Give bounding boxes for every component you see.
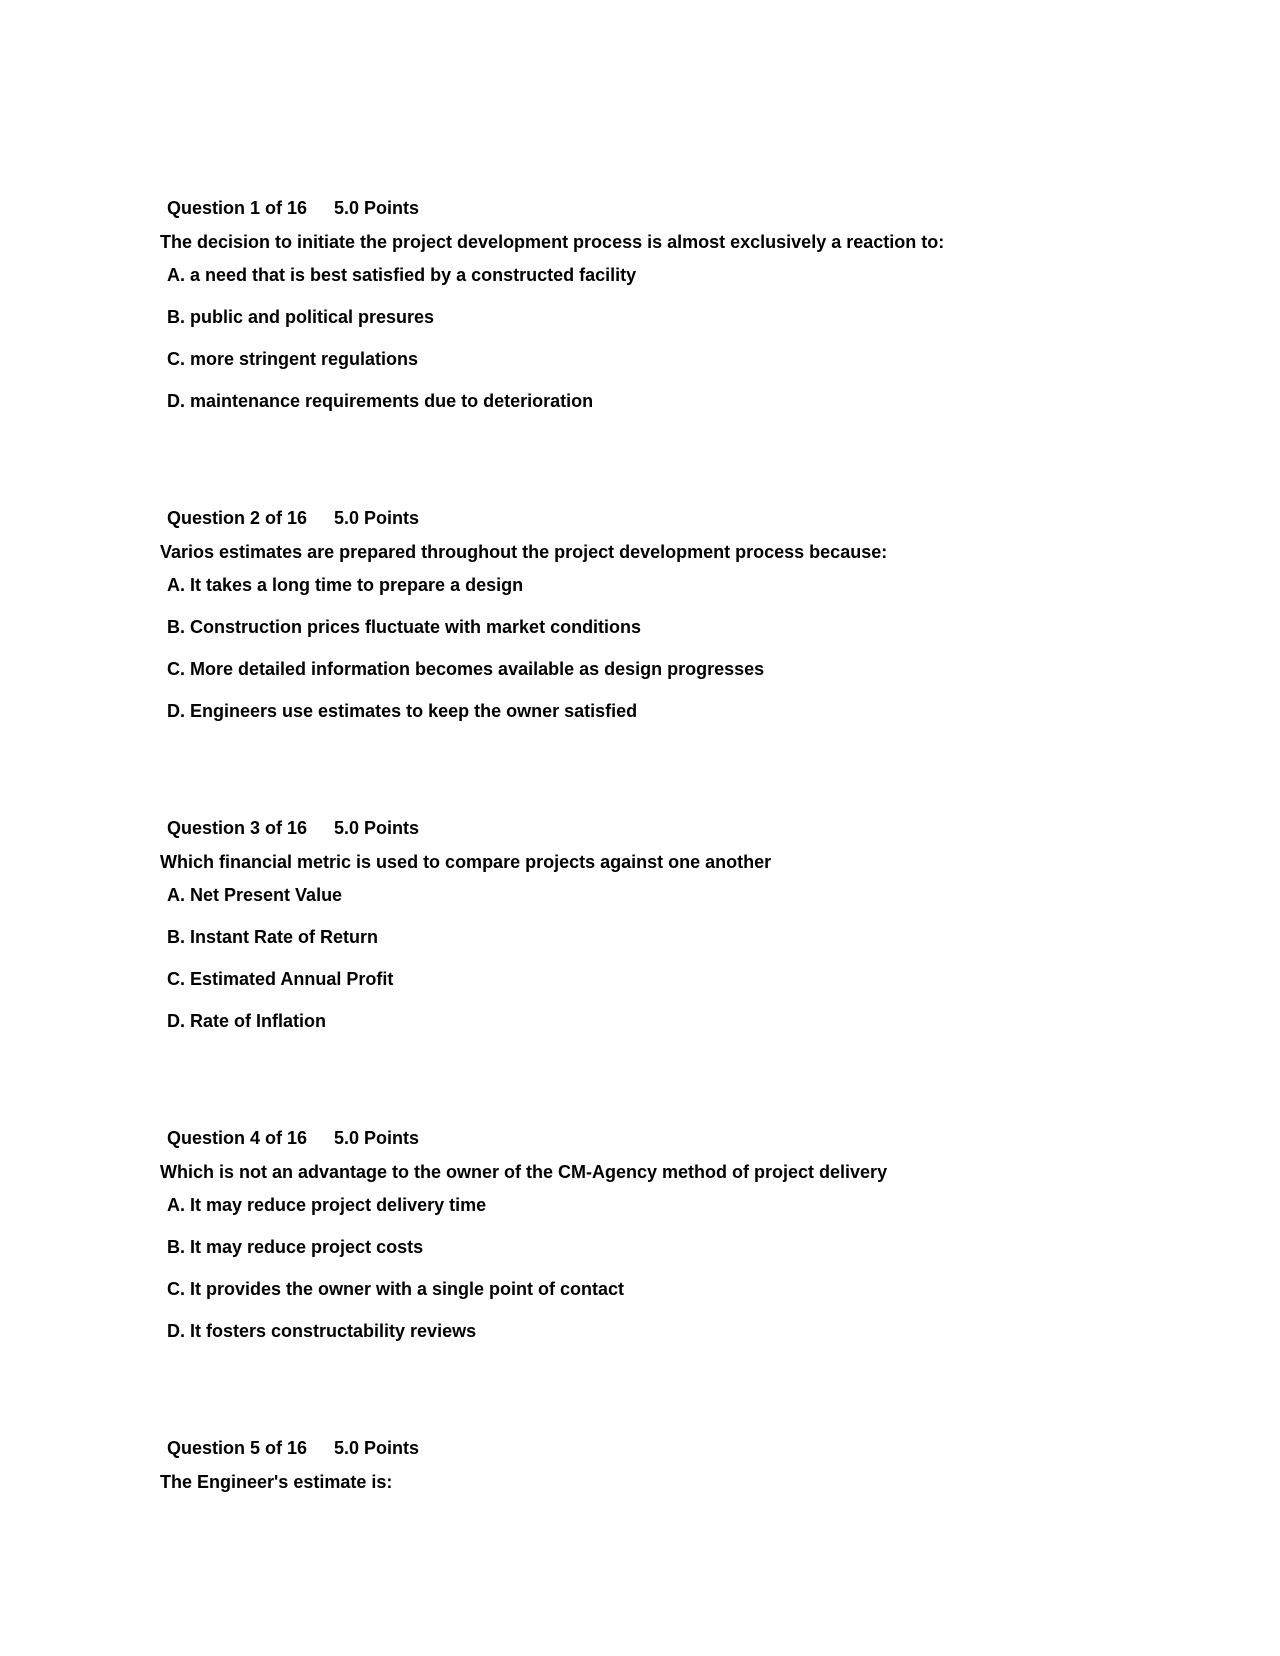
question-header (167, 817, 420, 839)
answer-option: C. It provides the owner with a single point of contact (167, 1279, 625, 1299)
question-prompt: Which is not an advantage to the owner of the CM-Agency method of project delivery (160, 1162, 888, 1182)
answer-option: D. It fosters constructability reviews (167, 1321, 477, 1341)
question-points: 5.0 Points (334, 1438, 420, 1458)
question-number: Question 3 of 16 (167, 818, 308, 838)
answer-option: B. It may reduce project costs (167, 1237, 424, 1257)
answer-option: D. Engineers use estimates to keep the owner satisfied (167, 701, 638, 721)
answer-option: C. More detailed information becomes available as design progresses (167, 659, 765, 679)
question-prompt: Varios estimates are prepared throughout the project development process because: (160, 542, 888, 562)
question-header (167, 197, 420, 219)
question-header (167, 1437, 420, 1459)
question-points: 5.0 Points (334, 1128, 420, 1148)
question-number: Question 1 of 16 (167, 198, 308, 218)
question-prompt: The Engineer's estimate is: (160, 1472, 393, 1492)
answer-option: B. public and political presures (167, 307, 435, 327)
answer-option: B. Construction prices fluctuate with market conditions (167, 617, 642, 637)
question-points: 5.0 Points (334, 508, 420, 528)
question-number: Question 5 of 16 (167, 1438, 308, 1458)
question-points: 5.0 Points (334, 818, 420, 838)
answer-option: A. Net Present Value (167, 885, 343, 905)
question-header (167, 507, 420, 529)
answer-option: D. maintenance requirements due to deterioration (167, 391, 594, 411)
question-number: Question 4 of 16 (167, 1128, 308, 1148)
answer-option: D. Rate of Inflation (167, 1011, 326, 1031)
question-prompt: Which financial metric is used to compare projects against one another (160, 852, 772, 872)
answer-option: B. Instant Rate of Return (167, 927, 379, 947)
answer-option: A. It takes a long time to prepare a design (167, 575, 524, 595)
answer-option: A. a need that is best satisfied by a constructed facility (167, 265, 637, 285)
answer-option: C. more stringent regulations (167, 349, 419, 369)
question-number: Question 2 of 16 (167, 508, 308, 528)
question-points: 5.0 Points (334, 198, 420, 218)
question-header (167, 1127, 420, 1149)
answer-option: C. Estimated Annual Profit (167, 969, 394, 989)
question-prompt: The decision to initiate the project development process is almost exclusively a reaction to: (160, 232, 945, 252)
answer-option: A. It may reduce project delivery time (167, 1195, 487, 1215)
